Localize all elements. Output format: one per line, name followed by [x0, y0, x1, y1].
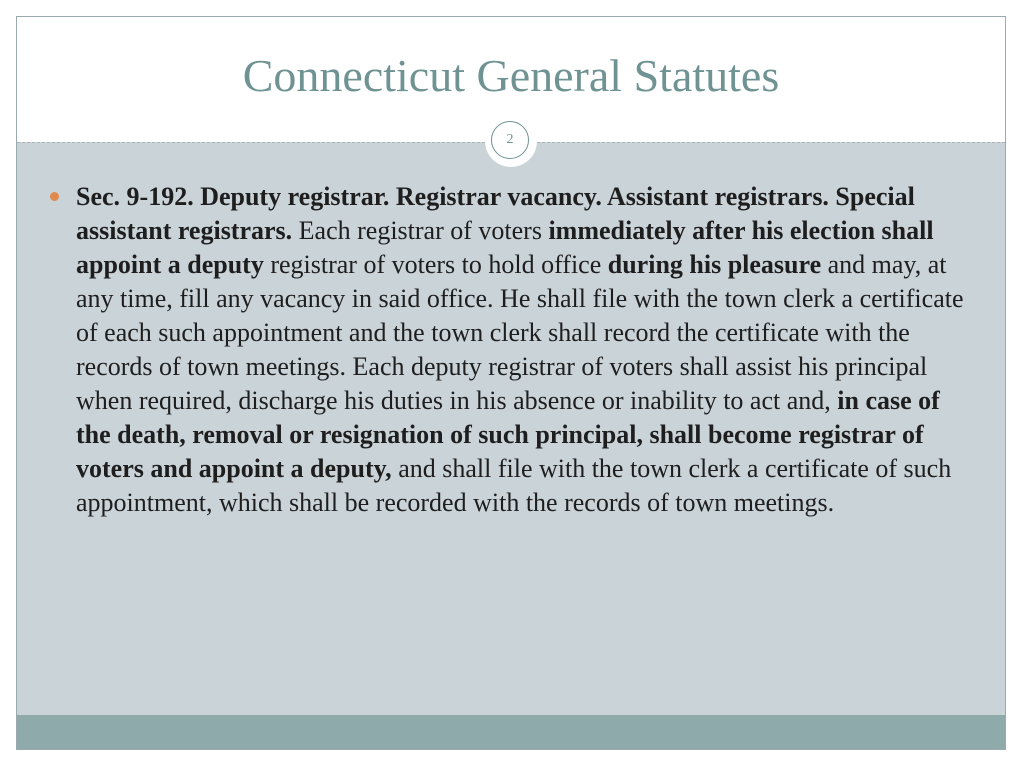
- text-segment: and shall file with the town clerk a certificate of such appointment, which shall be recorded with the records of town meetings.: [76, 454, 952, 517]
- statute-heading: Sec. 9-192. Deputy registrar. Registrar vacancy. Assistant registrars. Special assistant registrars.: [76, 182, 915, 245]
- page-number-badge: 2: [491, 121, 529, 159]
- bullet-icon: [50, 192, 59, 201]
- text-segment: Each registrar of voters: [292, 216, 549, 245]
- emphasis-segment: during his pleasure: [607, 250, 822, 279]
- emphasis-segment: in case of the death, removal or resignation of such principal, shall become registrar of voters and appoint a deputy,: [76, 386, 940, 483]
- content-area: [45, 180, 980, 520]
- text-segment: registrar of voters to hold office: [263, 250, 608, 279]
- slide-title: Connecticut General Statutes: [242, 50, 780, 101]
- footer-band: [17, 715, 1005, 749]
- slide: [16, 16, 1006, 750]
- emphasis-segment: immediately after his election shall appoint a deputy: [76, 216, 934, 279]
- text-segment: and may, at any time, fill any vacancy in said office. He shall file with the town clerk a certificate of each such appointment and the town clerk shall record the certificate with the records of town meetings. Each deputy registrar of voters shall assist his principal when required, discharge his duties in his absence or inability to act and,: [76, 250, 964, 415]
- statute-paragraph: [76, 180, 980, 520]
